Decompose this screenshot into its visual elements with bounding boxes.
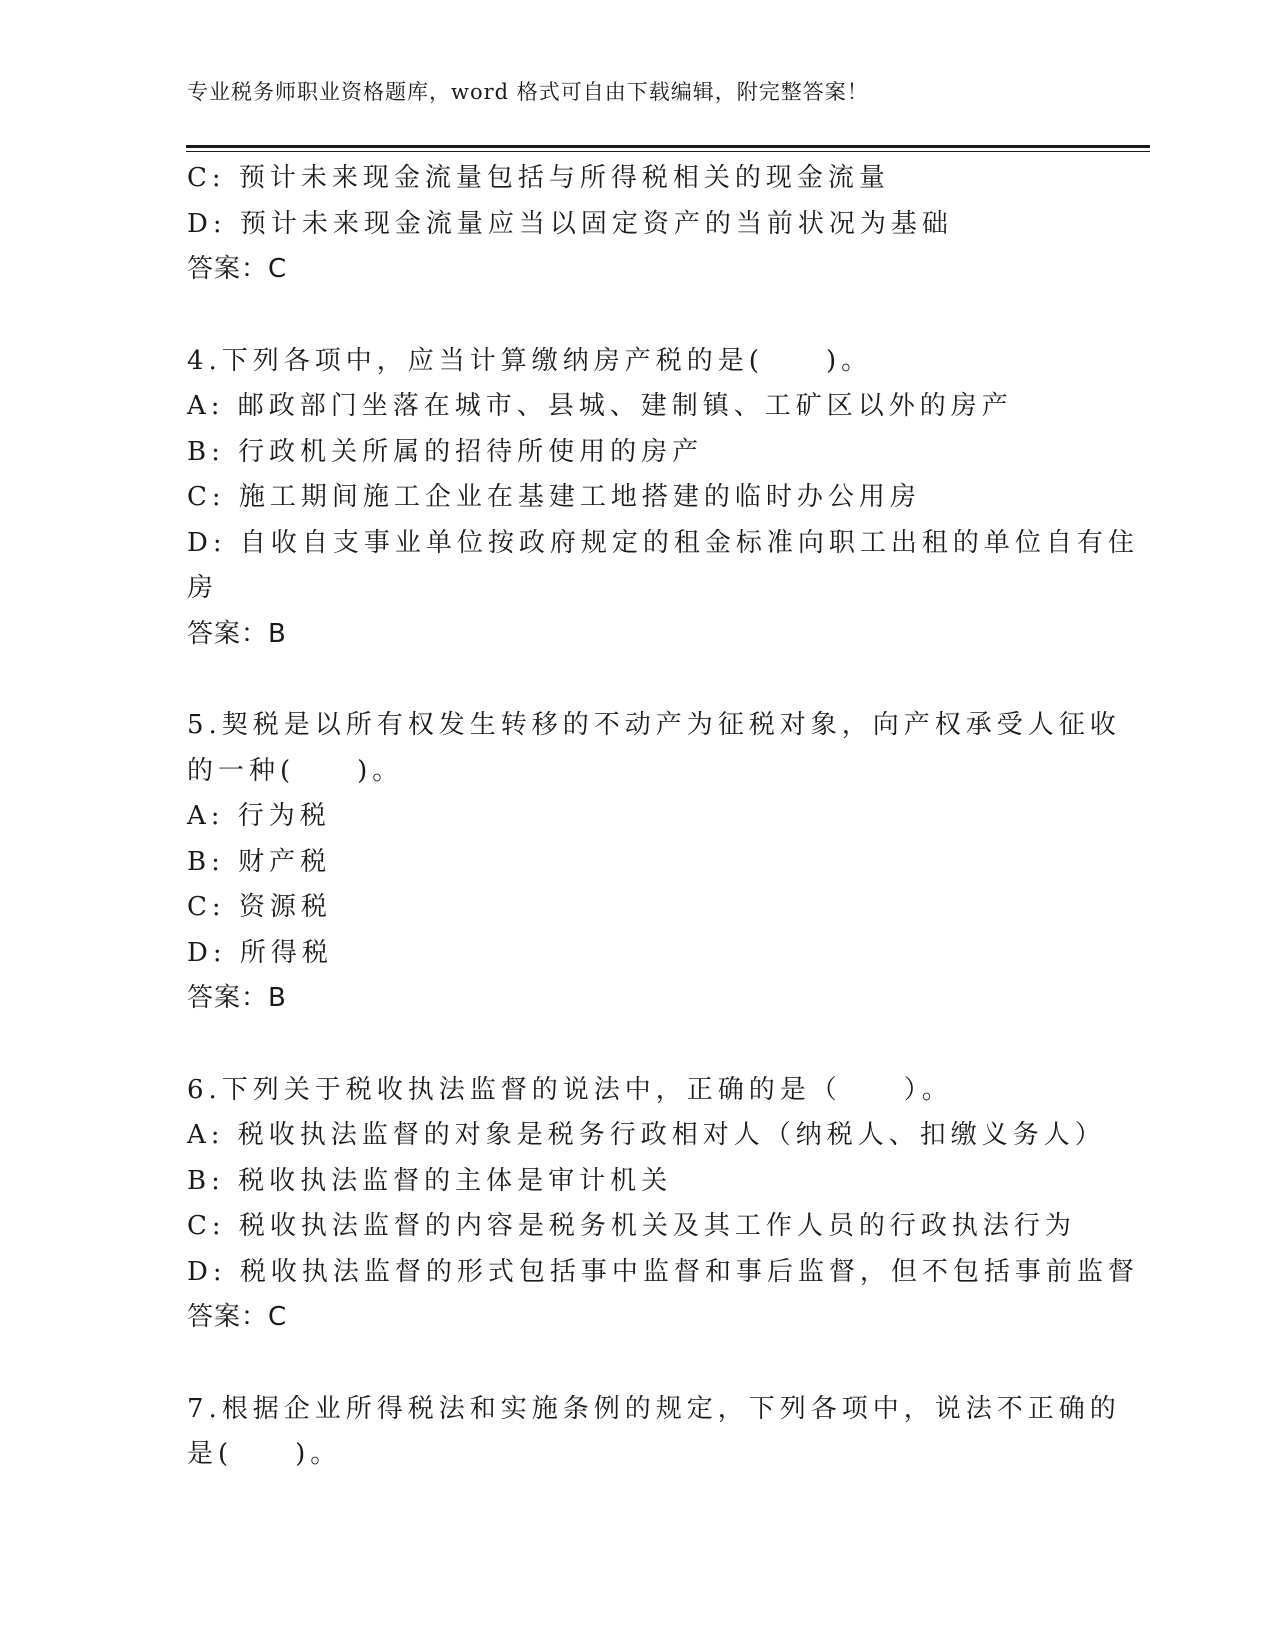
question-stem: 6.下列关于税收执法监督的说法中，正确的是（ ）。	[187, 1074, 953, 1105]
header-divider-thin	[186, 151, 1150, 152]
question-7	[187, 1387, 1121, 1478]
header-divider-thick	[186, 145, 1150, 148]
option-c: C: 预计未来现金流量包括与所得税相关的现金流量	[187, 163, 890, 193]
option-c: C: 税收执法监督的内容是税务机关及其工作人员的行政执法行为	[187, 1211, 1076, 1241]
option-b: B: 税收执法监督的主体是审计机关	[187, 1165, 673, 1196]
option-c: C: 资源税	[187, 892, 332, 922]
answer-line: 答案：C	[187, 1302, 288, 1332]
question-stem-continued: 是( )。	[187, 1439, 342, 1469]
option-d: D: 税收执法监督的形式包括事中监督和事后监督，但不包括事前监督	[187, 1256, 1139, 1287]
option-a: A: 税收执法监督的对象是税务行政相对人（纳税人、扣缴义务人）	[187, 1120, 1106, 1150]
question-5	[187, 703, 1121, 1022]
option-d: D: 所得税	[187, 937, 333, 968]
question-stem-continued: 的一种( )。	[187, 755, 404, 786]
page-header: 专业税务师职业资格题库，word 格式可自由下载编辑，附完整答案！	[187, 80, 869, 104]
question-stem: 7.根据企业所得税法和实施条例的规定，下列各项中，说法不正确的	[187, 1393, 1121, 1424]
question-3-continued	[187, 156, 1087, 293]
answer-line: 答案：B	[187, 618, 287, 649]
answer-line: 答案：B	[187, 983, 287, 1013]
option-a: A: 邮政部门坐落在城市、县城、建制镇、工矿区以外的房产	[187, 391, 1013, 421]
question-list	[187, 156, 1139, 1478]
question-4	[187, 339, 1139, 658]
question-stem: 5.契税是以所有权发生转移的不动产为征税对象，向产权承受人征收	[187, 710, 1121, 740]
option-d: D: 预计未来现金流量应当以固定资产的当前状况为基础	[187, 208, 953, 239]
question-6	[187, 1068, 1139, 1341]
option-d: D: 自收自支事业单位按政府规定的租金标准向职工出租的单位自有住	[187, 527, 1139, 558]
option-b: B: 财产税	[187, 846, 332, 877]
option-d-continued: 房	[187, 573, 219, 603]
option-b: B: 行政机关所属的招待所使用的房产	[187, 436, 704, 467]
question-stem: 4.下列各项中，应当计算缴纳房产税的是( )。	[187, 345, 873, 376]
option-c: C: 施工期间施工企业在基建工地搭建的临时办公用房	[187, 482, 921, 512]
option-a: A: 行为税	[187, 801, 331, 831]
answer-line: 答案：C	[187, 254, 288, 284]
